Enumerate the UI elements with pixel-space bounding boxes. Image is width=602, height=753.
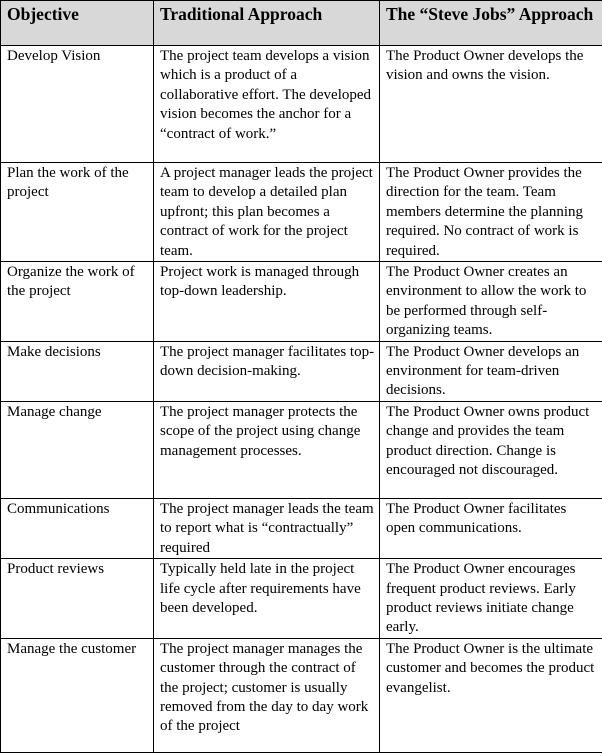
table-row — [1, 262, 602, 342]
cell-objective: Manage change — [1, 401, 154, 498]
cell-traditional: The project manager facilitates top-down decision-making. — [154, 341, 380, 401]
header-traditional-approach: Traditional Approach — [154, 1, 380, 46]
cell-traditional: Project work is managed through top-down leadership. — [154, 262, 380, 342]
cell-steve-jobs: The Product Owner develops the vision and owns the vision. — [380, 46, 602, 163]
table-row — [1, 163, 602, 262]
cell-traditional: A project manager leads the project team to develop a detailed plan upfront; this plan becomes a contract of work for the project team. — [154, 163, 380, 262]
cell-objective: Develop Vision — [1, 46, 154, 163]
header-steve-jobs-approach: The “Steve Jobs” Approach — [380, 1, 602, 46]
table-row — [1, 401, 602, 498]
cell-steve-jobs: The Product Owner facilitates open communications. — [380, 498, 602, 558]
cell-steve-jobs: The Product Owner owns product change and provides the team product direction. Change is encouraged not discouraged. — [380, 401, 602, 498]
cell-steve-jobs: The Product Owner encourages frequent product reviews. Early product reviews initiate change early. — [380, 559, 602, 639]
table-row — [1, 498, 602, 558]
cell-traditional: The project manager protects the scope of the project using change management processes. — [154, 401, 380, 498]
table-row — [1, 341, 602, 401]
cell-objective: Product reviews — [1, 559, 154, 639]
table-row — [1, 638, 602, 752]
header-row — [1, 1, 602, 46]
table-row — [1, 559, 602, 639]
cell-objective: Plan the work of the project — [1, 163, 154, 262]
cell-objective: Manage the customer — [1, 638, 154, 752]
cell-steve-jobs: The Product Owner provides the direction for the team. Team members determine the planning required. No contract of work is required. — [380, 163, 602, 262]
cell-steve-jobs: The Product Owner creates an environment to allow the work to be performed through self-organizing teams. — [380, 262, 602, 342]
cell-objective: Make decisions — [1, 341, 154, 401]
cell-traditional: Typically held late in the project life cycle after requirements have been developed. — [154, 559, 380, 639]
cell-traditional: The project manager manages the customer through the contract of the project; customer is usually removed from the day to day work of the project — [154, 638, 380, 752]
table-row — [1, 46, 602, 163]
cell-traditional: The project manager leads the team to report what is “contractually” required — [154, 498, 380, 558]
cell-steve-jobs: The Product Owner is the ultimate customer and becomes the product evangelist. — [380, 638, 602, 752]
cell-objective: Communications — [1, 498, 154, 558]
cell-objective: Organize the work of the project — [1, 262, 154, 342]
header-objective: Objective — [1, 1, 154, 46]
cell-traditional: The project team develops a vision which is a product of a collaborative effort. The developed vision becomes the anchor for a “contract of work.” — [154, 46, 380, 163]
cell-steve-jobs: The Product Owner develops an environment for team-driven decisions. — [380, 341, 602, 401]
